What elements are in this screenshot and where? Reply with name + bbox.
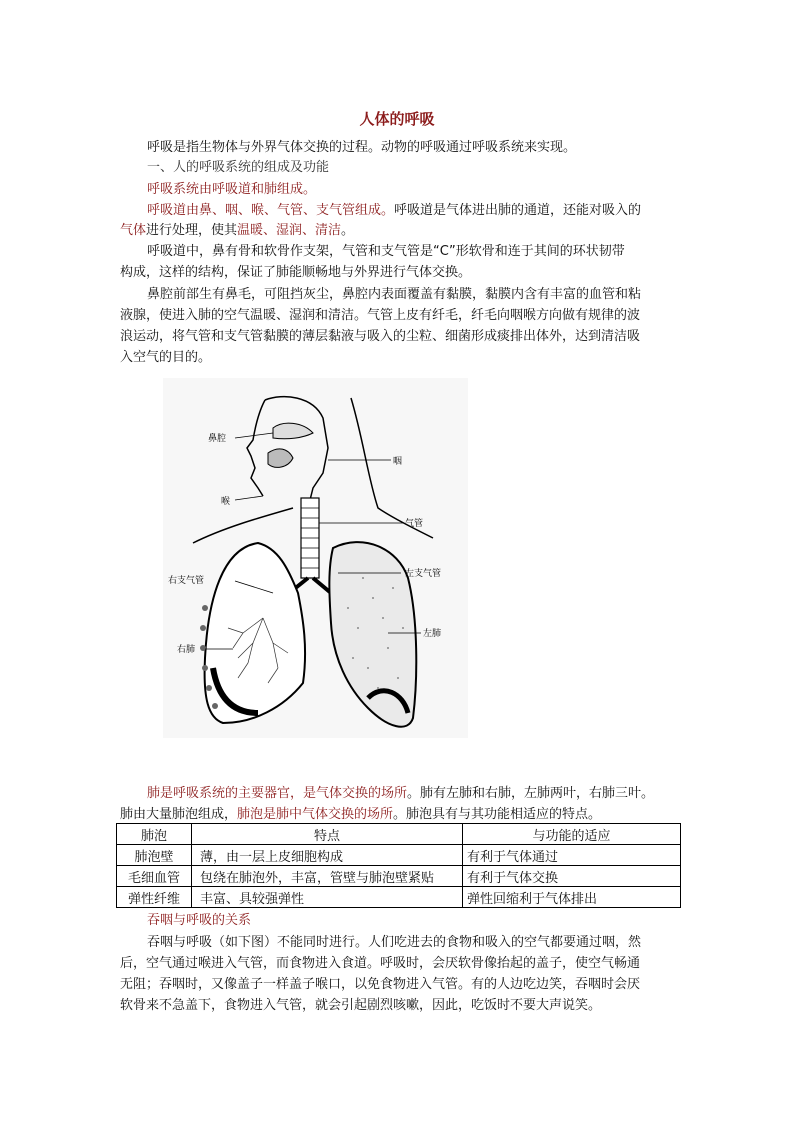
structure-paragraph-line1: 呼吸道中，鼻有骨和软骨作支架，气管和支气管是“C”形软骨和连于其间的环状韧带 [147, 244, 625, 259]
swallow-paragraph-line1: 吞咽与呼吸（如下图）不能同时进行。人们吃进去的食物和吸入的空气都要通过咽，然 [147, 935, 642, 950]
respiratory-system-diagram [163, 378, 468, 738]
nose-paragraph-line2: 液腺，使进入肺的空气温暖、湿润和清洁。气管上皮有纤毛，纤毛向咽喉方向做有规律的波 [120, 308, 641, 323]
table-cell: 丰富、具较强弹性 [192, 887, 463, 908]
lung-text: 。肺有左肺和右肺，左肺两叶，右肺三叶。 [407, 786, 655, 801]
airway-text-end: 。 [341, 223, 355, 238]
table-row [117, 887, 681, 908]
airway-composition-highlight: 呼吸道由鼻、咽、喉、气管、支气管组成。 [147, 203, 395, 218]
swallow-paragraph-line4: 软骨来不急盖下，食物进入气管，就会引起剧烈咳嗽，因此，吃饭时不要大声说笑。 [120, 998, 602, 1013]
section2-heading: 吞咽与呼吸的关系 [147, 913, 252, 928]
lung-paragraph-line2 [120, 805, 680, 825]
table-cell: 肺泡壁 [117, 845, 192, 866]
lung-highlight: 肺是呼吸系统的主要器官，是气体交换的场所 [147, 786, 408, 801]
label-right-bronchus: 右支气管 [168, 576, 205, 586]
airway-text: 呼吸道是气体进出肺的通道，还能对吸入的 [394, 203, 642, 218]
airway-paragraph-line2 [120, 221, 680, 241]
table-row [117, 866, 681, 887]
lung-paragraph-line1 [147, 784, 707, 804]
airway-paragraph-line1 [147, 201, 707, 221]
label-larynx: 喉 [221, 497, 231, 507]
label-nasal-cavity: 鼻腔 [208, 434, 227, 444]
nose-paragraph-line1: 鼻腔前部生有鼻毛，可阻挡灰尘，鼻腔内表面覆盖有黏膜，黏膜内含有丰富的血管和粘 [147, 287, 642, 302]
table-header: 与功能的适应 [463, 824, 681, 845]
table-cell: 毛细血管 [117, 866, 192, 887]
alveoli-highlight: 肺泡是肺中气体交换的场所 [237, 807, 394, 822]
page-title: 人体的呼吸 [359, 110, 435, 128]
lung-text-b: 。肺泡具有与其功能相适应的特点。 [393, 807, 602, 822]
swallow-paragraph-line2: 后，空气通过喉进入气管，而食物进入食道。呼吸时，会厌软骨像抬起的盖子，使空气畅通 [120, 956, 641, 971]
table-cell: 有利于气体交换 [463, 866, 681, 887]
label-pharynx: 咽 [393, 457, 403, 467]
intro-paragraph: 呼吸是指生物体与外界气体交换的过程。动物的呼吸通过呼吸系统来实现。 [147, 140, 577, 155]
table-header: 特点 [192, 824, 463, 845]
gas-highlight: 气体 [120, 223, 147, 238]
label-trachea: 气管 [405, 519, 424, 529]
table-cell: 薄，由一层上皮细胞构成 [192, 845, 463, 866]
table-cell: 弹性纤维 [117, 887, 192, 908]
label-left-bronchus: 左支气管 [405, 569, 442, 579]
function-highlight: 温暖、湿润、清洁 [237, 223, 342, 238]
table-cell: 弹性回缩利于气体排出 [463, 887, 681, 908]
composition-line: 呼吸系统由呼吸道和肺组成。 [147, 182, 317, 197]
table-cell: 包绕在肺泡外，丰富，管壁与肺泡壁紧贴 [192, 866, 463, 887]
table-cell: 有利于气体通过 [463, 845, 681, 866]
alveoli-table [116, 823, 681, 908]
table-header-row [117, 824, 681, 845]
label-right-lung: 右肺 [177, 645, 196, 655]
table-header: 肺泡 [117, 824, 192, 845]
nose-paragraph-line3: 浪运动，将气管和支气管黏膜的薄层黏液与吸入的尘粒、细菌形成痰排出体外，达到清洁吸 [120, 329, 641, 344]
structure-paragraph-line2: 构成，这样的结构，保证了肺能顺畅地与外界进行气体交换。 [120, 265, 472, 280]
section1-heading: 一、人的呼吸系统的组成及功能 [147, 160, 330, 175]
airway-text-mid: 进行处理，使其 [146, 223, 238, 238]
label-left-lung: 左肺 [423, 629, 442, 639]
table-row [117, 845, 681, 866]
nose-paragraph-line4: 入空气的目的。 [120, 350, 212, 365]
lung-text-a: 肺由大量肺泡组成， [120, 807, 238, 822]
swallow-paragraph-line3: 无阻；吞咽时，又像盖子一样盖子喉口，以免食物进入气管。有的人边吃边笑，吞咽时会厌 [120, 977, 641, 992]
